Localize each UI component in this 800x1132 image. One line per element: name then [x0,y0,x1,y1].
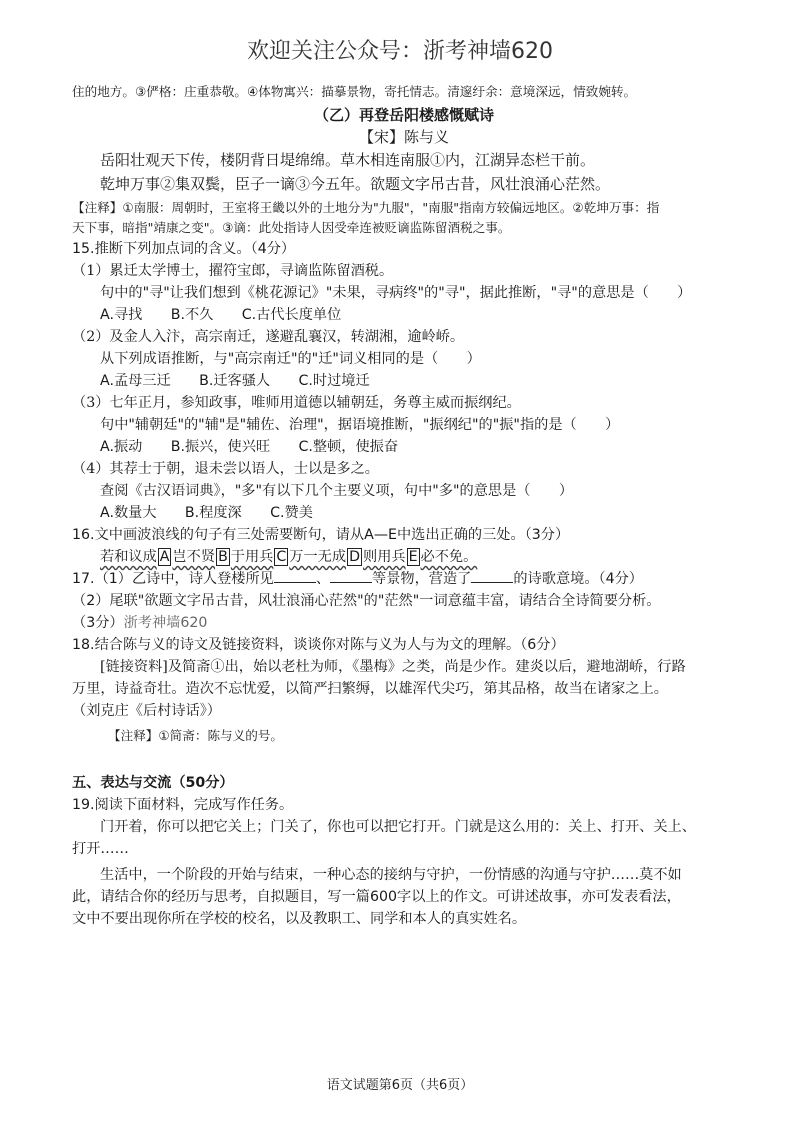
intro-line: 住的地方。③俨格：庄重恭敬。④体物寓兴：描摹景物，寄托情志。清邃纡余：意境深远，情致婉转。 [72,84,637,99]
poem-author: 【宋】陈与义 [358,128,449,146]
answer-blank[interactable] [330,568,372,583]
poem-note-2: 天下事，暗指"靖康之变"。③谪：此处指诗人因受牵连被贬谪监陈留酒税之事。 [72,220,511,235]
q19-stem: 19.阅读下面材料，完成写作任务。 [72,797,294,813]
q17-part-2: （2）尾联"欲题文字吊古昔，风壮浪涌心茫然"的"茫然"一词意蕴丰富，请结合全诗简要分析。 [72,593,661,609]
q16-part: 万一无成 [289,549,347,565]
q16-box-d: D [349,549,360,565]
q17-text: 、 [315,571,331,587]
q15-3-quote: （3）七年正月，参知政事，唯师用道德以辅朝廷，务尊主威而振纲纪。 [72,395,521,411]
poem-note-1: 【注释】①南服：周朝时，王室将王畿以外的土地分为"九服"，"南服"指南方较偏远地区。②乾坤万事：指 [72,200,660,215]
q15-1-quote: （1）累迁太学博士，擢符宝郎，寻谪监陈留酒税。 [72,263,394,279]
section-5-title: 五、表达与交流（50分） [72,775,234,791]
q17-part-2-score [72,612,736,634]
q17-text: 17.（1）乙诗中，诗人登楼所见 [72,571,274,587]
q15-1-options: A.寻找 B.不久 C.古代长度单位 [100,307,342,323]
q15-2-quote: （2）及金人入汴，高宗南迁，遂避乱襄汉，转湖湘，逾岭峤。 [72,329,465,345]
q16-sentence [72,546,736,568]
q16-part: 必不免。 [420,549,478,565]
document-body [72,82,736,930]
q15-2-options: A.孟母三迁 B.迁客骚人 C.时过境迁 [100,373,370,389]
q16-part: 岂不贤 [172,549,216,565]
q16-part: 则用兵 [363,549,406,565]
q15-4-text: 查阅《古汉语词典》，"多"有以下几个主要义项，句中"多"的意思是（ ） [100,483,574,499]
q19-material-1: 门开着，你可以把它关上；门关了，你也可以把它打开。门就是这么用的：关上、打开、关上、 [100,819,696,835]
q16-stem: 16.文中画波浪线的句子有三处需要断句，请从A—E中选出正确的三处。（3分） [72,527,570,543]
q17-part-1 [72,568,736,590]
watermark-text: 浙考神墙620 [123,615,208,631]
q17-text: 等景物，营造了 [372,571,472,587]
q19-task-1: 生活中，一个阶段的开始与结束，一种心态的接纳与守护，一份情感的沟通与守护……莫不如 [100,867,682,883]
page-header: 欢迎关注公众号：浙考神墙620 [247,39,553,64]
q15-2-text: 从下列成语推断，与"高宗南迁"的"迁"词义相同的是（ ） [100,351,481,367]
q16-box-a: A [159,549,170,565]
page-footer: 语文试题第6页（共6页） [326,1078,474,1093]
poem-title: （乙）再登岳阳楼感慨赋诗 [313,106,494,124]
q16-part: 若和议成 [100,549,157,565]
q15-3-options: A.振动 B.振兴，使兴旺 C.整顿，使振奋 [100,439,399,455]
poem-line-2: 乾坤万事②集双鬓，臣子一谪③今五年。欲题文字吊古昔，风壮浪涌心茫然。 [100,175,611,193]
q18-link-1: [链接资料]及简斋①出，始以老杜为师，《墨梅》之类，尚是少作。建炎以后，避地湖峤，行路 [100,659,686,675]
answer-blank[interactable] [471,568,513,583]
q16-box-b: B [218,549,228,565]
q17-text: 的诗歌意境。（4分） [513,571,643,587]
q18-note: 【注释】①简斋：陈与义的号。 [108,728,284,743]
q16-part: 于用兵 [230,549,274,565]
q18-stem: 18.结合陈与义的诗文及链接资料，谈谈你对陈与义为人与为文的理解。（6分） [72,637,565,653]
q15-1-text: 句中的"寻"让我们想到《桃花源记》"未果，寻病终"的"寻"，据此推断，"寻"的意思是（ ） [100,285,692,301]
q17-score: （3分） [72,615,124,631]
poem-line-1: 岳阳壮观天下传，楼阴背日堤绵绵。草木相连南服①内，江湖异态栏干前。 [100,151,596,169]
answer-blank[interactable] [274,568,316,583]
q15-3-text: 句中"辅朝廷"的"辅"是"辅佐、治理"，据语境推断，"振纲纪"的"振"指的是（ ） [100,417,620,433]
q18-source: （刘克庄《后村诗话》） [72,703,221,719]
q16-box-c: C [276,549,287,565]
q19-task-2: 此，请结合你的经历与思考，自拟题目，写一篇600字以上的作文。可讲述故事，亦可发表看法， [72,889,681,905]
q15-stem: 15.推断下列加点词的含义。（4分） [72,241,296,257]
q19-material-2: 打开…… [72,841,129,857]
q18-link-2: 万里，诗益奇壮。造次不忘忧爱，以简严扫繁缛，以雄浑代尖巧，第其品格，故当在诸家之上。 [72,681,668,697]
q15-4-options: A.数量大 B.程度深 C.赞美 [100,505,313,521]
q16-box-e: E [408,549,418,565]
q15-4-quote: （4）其荐士于朝，退未尝以语人，士以是多之。 [72,461,379,477]
q19-task-3: 文中不要出现你所在学校的校名，以及教职工、同学和本人的真实姓名。 [72,911,527,927]
